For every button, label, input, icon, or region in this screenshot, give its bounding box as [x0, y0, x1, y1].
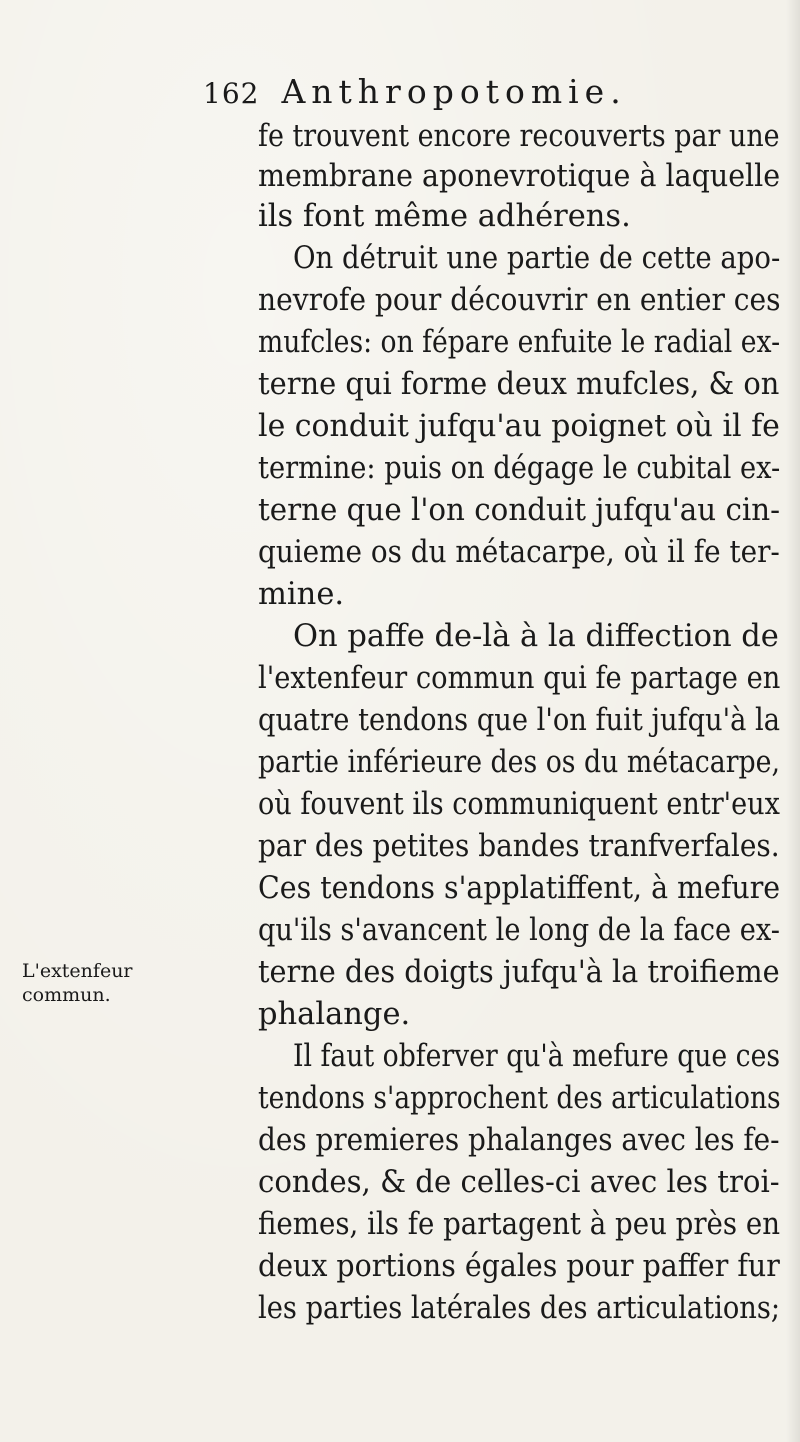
text-line: fiemes, ils fe partagent à peu près en: [258, 1207, 781, 1242]
margin-note-line-2: commun.: [22, 984, 111, 1006]
text-line: ils font même adhérens.: [258, 199, 631, 234]
page-edge-shadow: [786, 0, 800, 1442]
text-line: fe trouvent encore recouverts par une: [258, 119, 780, 154]
text-line: mufcles: on fépare enfuite le radial ex-: [258, 325, 781, 360]
text-line: On paffe de-là à la diffection de: [293, 619, 779, 654]
text-line: nevrofe pour découvrir en entier ces: [258, 283, 781, 318]
text-line: l'extenfeur commun qui fe partage en: [258, 661, 781, 696]
page-number: 162: [203, 77, 260, 110]
text-line: Ces tendons s'applatiffent, à mefure: [258, 871, 781, 906]
text-line: deux portions égales pour paffer fur: [258, 1249, 780, 1284]
text-line: Il faut obferver qu'à mefure que ces: [293, 1039, 781, 1074]
text-line: terne que l'on conduit jufqu'au cin-: [258, 493, 781, 528]
text-line: membrane aponevrotique à laquelle: [258, 159, 781, 194]
text-line: terne qui forme deux mufcles, & on: [258, 367, 780, 402]
text-line: condes, & de celles-ci avec les troi-: [258, 1165, 780, 1200]
text-line: le conduit jufqu'au poignet où il fe: [258, 409, 780, 444]
running-title: Anthropotomie.: [281, 72, 627, 111]
text-line: On détruit une partie de cette apo-: [293, 241, 781, 276]
text-line: où fouvent ils communiquent entr'eux: [258, 787, 780, 822]
text-line: tendons s'approchent des articulations: [258, 1081, 781, 1116]
page-header: [203, 72, 763, 112]
text-line: par des petites bandes tranfverfales.: [258, 829, 780, 864]
text-line: qu'ils s'avancent le long de la face ex-: [258, 913, 780, 948]
text-line: termine: puis on dégage le cubital ex-: [258, 451, 781, 486]
text-line: partie inférieure des os du métacarpe,: [258, 745, 780, 780]
text-line: les parties latérales des articulations;: [258, 1291, 781, 1326]
text-line: des premieres phalanges avec les fe-: [258, 1123, 780, 1158]
margin-note-line-1: L'extenfeur: [22, 960, 133, 982]
text-line: phalange.: [258, 997, 411, 1032]
text-line: terne des doigts jufqu'à la troifieme: [258, 955, 780, 990]
text-line: quieme os du métacarpe, où il fe ter-: [258, 535, 780, 570]
text-line: quatre tendons que l'on fuit jufqu'à la: [258, 703, 781, 738]
text-line: mine.: [258, 577, 345, 612]
